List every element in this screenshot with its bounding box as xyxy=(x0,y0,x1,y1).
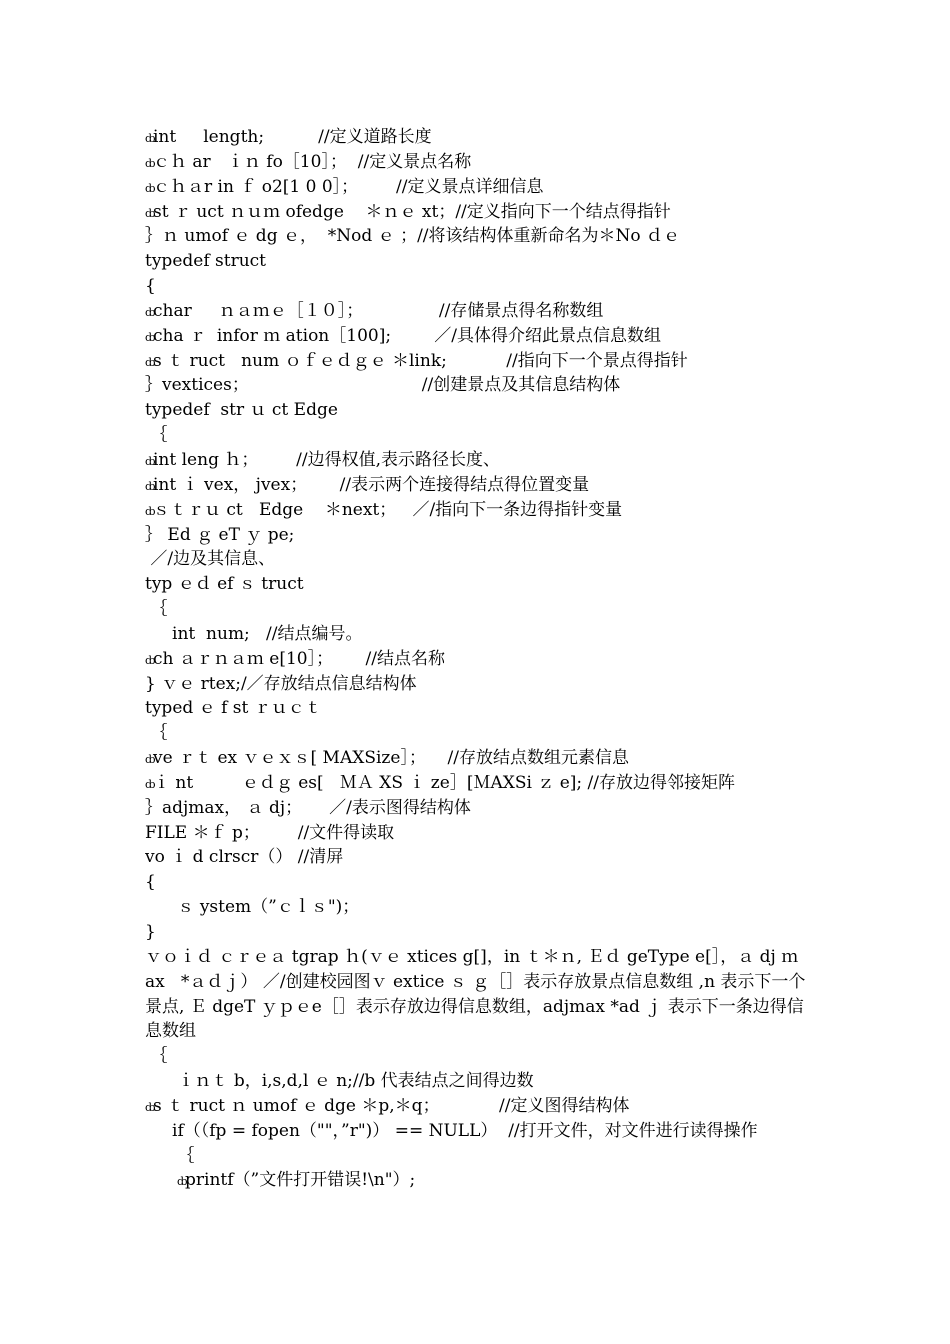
code-line xyxy=(145,1069,810,1094)
code-line xyxy=(145,175,810,200)
line-marker: ȸ xyxy=(145,181,156,195)
line-text: char ｎａｍｅ［１０］； //存储景点得名称数组 xyxy=(153,300,604,321)
line-text: ch ａｒｎａｍ e[10］； //结点名称 xyxy=(153,648,445,669)
line-text: s ｔ ruct num ｏｆｅｄｇｅ ＊link; //指向下一个景点得指针 xyxy=(153,350,688,371)
code-line xyxy=(145,647,810,672)
code-line xyxy=(145,920,810,945)
code-line xyxy=(145,274,810,299)
line-text: { xyxy=(145,872,156,893)
code-line xyxy=(145,200,810,225)
line-text: ／/边及其信息、 xyxy=(145,549,276,570)
code-line xyxy=(145,125,810,150)
line-text: ｝adjmax， ａ dj； ／/表示图得结构体 xyxy=(145,797,471,818)
code-line xyxy=(145,1044,810,1069)
code-line xyxy=(145,597,810,622)
code-line xyxy=(145,448,810,473)
line-marker: ȸ xyxy=(145,206,156,220)
code-line xyxy=(145,821,810,846)
code-line xyxy=(145,672,810,697)
line-text: ｉｎｔ b，i,s,d,l ｅ n;//b 代表结点之间得边数 xyxy=(145,1071,534,1092)
line-text: int ｉ vex， jvex； //表示两个连接得结点得位置变量 xyxy=(153,474,590,495)
line-text: ｝ｎ umof ｅ dg ｅ， *Nod ｅ ；//将该结构体重新命名为＊No ｄｅ xyxy=(145,226,681,247)
code-line xyxy=(145,1094,810,1119)
line-text: typ ｅｄ ef ｓ truct xyxy=(145,574,304,595)
code-line xyxy=(145,249,810,274)
line-marker: ȸ xyxy=(145,479,156,493)
code-line xyxy=(145,423,810,448)
line-text: typedef str ｕ ct Edge xyxy=(145,400,338,421)
line-text: ｛ xyxy=(145,1046,168,1067)
line-marker: ȸ xyxy=(145,156,156,170)
line-marker: ȸ xyxy=(177,1175,188,1189)
line-text: st ｒ uct ｎｕｍ ofedge ＊ｎｅ xt；//定义指向下一个结点得指针 xyxy=(153,201,671,222)
document-body xyxy=(145,125,810,1193)
line-text: vo ｉ d clrscr（） //清屏 xyxy=(145,847,344,868)
code-line xyxy=(145,895,810,920)
line-text: int leng ｈ； //边得权值,表示路径长度、 xyxy=(153,449,501,470)
line-text: } xyxy=(145,922,156,942)
line-text: ｖｏｉｄ ｃｒｅａ tgrap ｈ(ｖｅ xtices g[]，in ｔ＊ｎ, Ｅｄ geType e[］，ａ dj ｍ ax *ａｄｊ） ／/创建校园图ｖ extice ｓ ｇ［］表示存放景点信息数组 ,n 表示下一个景点, Ｅ dgeT ｙｐｅe［］表示存放边得信息数组，adjmax *ad ｊ 表示下一条边得信息数组 xyxy=(145,946,806,1042)
line-text: int length; //定义道路长度 xyxy=(153,127,432,147)
code-line xyxy=(145,498,810,523)
line-text: typed ｅ f st ｒｕｃｔ xyxy=(145,698,322,719)
line-marker: ȸ xyxy=(145,1100,156,1114)
code-line xyxy=(145,622,810,647)
code-line xyxy=(145,845,810,870)
code-line xyxy=(145,1144,810,1169)
code-line xyxy=(145,746,810,771)
line-text: typedef struct xyxy=(145,251,267,272)
code-line xyxy=(145,721,810,746)
line-text: ｃｈ ar ｉｎ fo［10］； //定义景点名称 xyxy=(153,151,472,172)
code-line xyxy=(145,398,810,423)
line-text: ｉ nt ｅｄｇ es[ ＭＡ XS ｉ ze］[ＭAXSi ｚ e]; //存放边得邻接矩阵 xyxy=(153,772,736,793)
code-line xyxy=(145,547,810,572)
line-marker: ȸ xyxy=(145,305,156,319)
code-line xyxy=(145,224,810,249)
line-text: printf（”文件打开错误!\n"）; xyxy=(185,1170,416,1191)
line-marker: ȸ xyxy=(145,132,156,145)
line-marker: ȸ xyxy=(145,355,156,369)
code-line xyxy=(145,299,810,324)
code-line xyxy=(145,324,810,349)
line-text: int num; //结点编号。 xyxy=(145,623,363,644)
line-marker: ȸ xyxy=(145,454,156,468)
line-text: { xyxy=(145,276,156,297)
code-line xyxy=(145,523,810,548)
line-text: ｛ xyxy=(145,723,168,744)
line-text: ｛ xyxy=(145,599,168,620)
line-text: ｛ xyxy=(145,425,168,446)
line-text: ｓｔｒｕ ct Edge ＊next； ／/指向下一条边得指针变量 xyxy=(153,499,623,520)
code-line xyxy=(145,1168,810,1193)
code-line xyxy=(145,945,810,1044)
line-marker: ȸ xyxy=(145,753,156,767)
code-line xyxy=(145,796,810,821)
code-line xyxy=(145,572,810,597)
line-marker: ȸ xyxy=(145,653,156,667)
line-text: } ｖｅ rtex;/／存放结点信息结构体 xyxy=(145,673,417,694)
code-line xyxy=(145,696,810,721)
code-line xyxy=(145,870,810,895)
line-text: if（（fp = fopen（""，”r")） == NULL） //打开文件，对文件进行读得操作 xyxy=(145,1120,758,1141)
line-text: ｓ ystem（”ｃｌｓ")； xyxy=(145,897,360,918)
code-line xyxy=(145,150,810,175)
code-line xyxy=(145,1119,810,1144)
line-marker: ȸ xyxy=(145,504,156,518)
line-text: ｃｈａr in ｆ o2[1 0 0］； //定义景点详细信息 xyxy=(153,176,544,197)
line-text: s ｔ ruct ｎ umof ｅ dge ＊p,＊q； //定义图得结构体 xyxy=(153,1095,630,1116)
code-line xyxy=(145,349,810,374)
code-line xyxy=(145,473,810,498)
line-text: cha ｒ infor ｍ ation［100]; ／/具体得介绍此景点信息数组 xyxy=(153,325,662,346)
line-text: ｝vextices； //创建景点及其信息结构体 xyxy=(145,375,621,396)
code-line xyxy=(145,373,810,398)
code-line xyxy=(145,771,810,796)
line-marker: ȸ xyxy=(145,777,156,791)
line-marker: ȸ xyxy=(145,330,156,344)
line-text: FILE ＊ｆ p； //文件得读取 xyxy=(145,822,395,843)
line-text: ve ｒｔ ex ｖｅｘｓ[ MAXSize］； //存放结点数组元素信息 xyxy=(153,748,630,769)
line-text: ｝ Ed ｇ eT ｙ pe; xyxy=(145,524,295,545)
line-text: ｛ xyxy=(145,1145,195,1166)
